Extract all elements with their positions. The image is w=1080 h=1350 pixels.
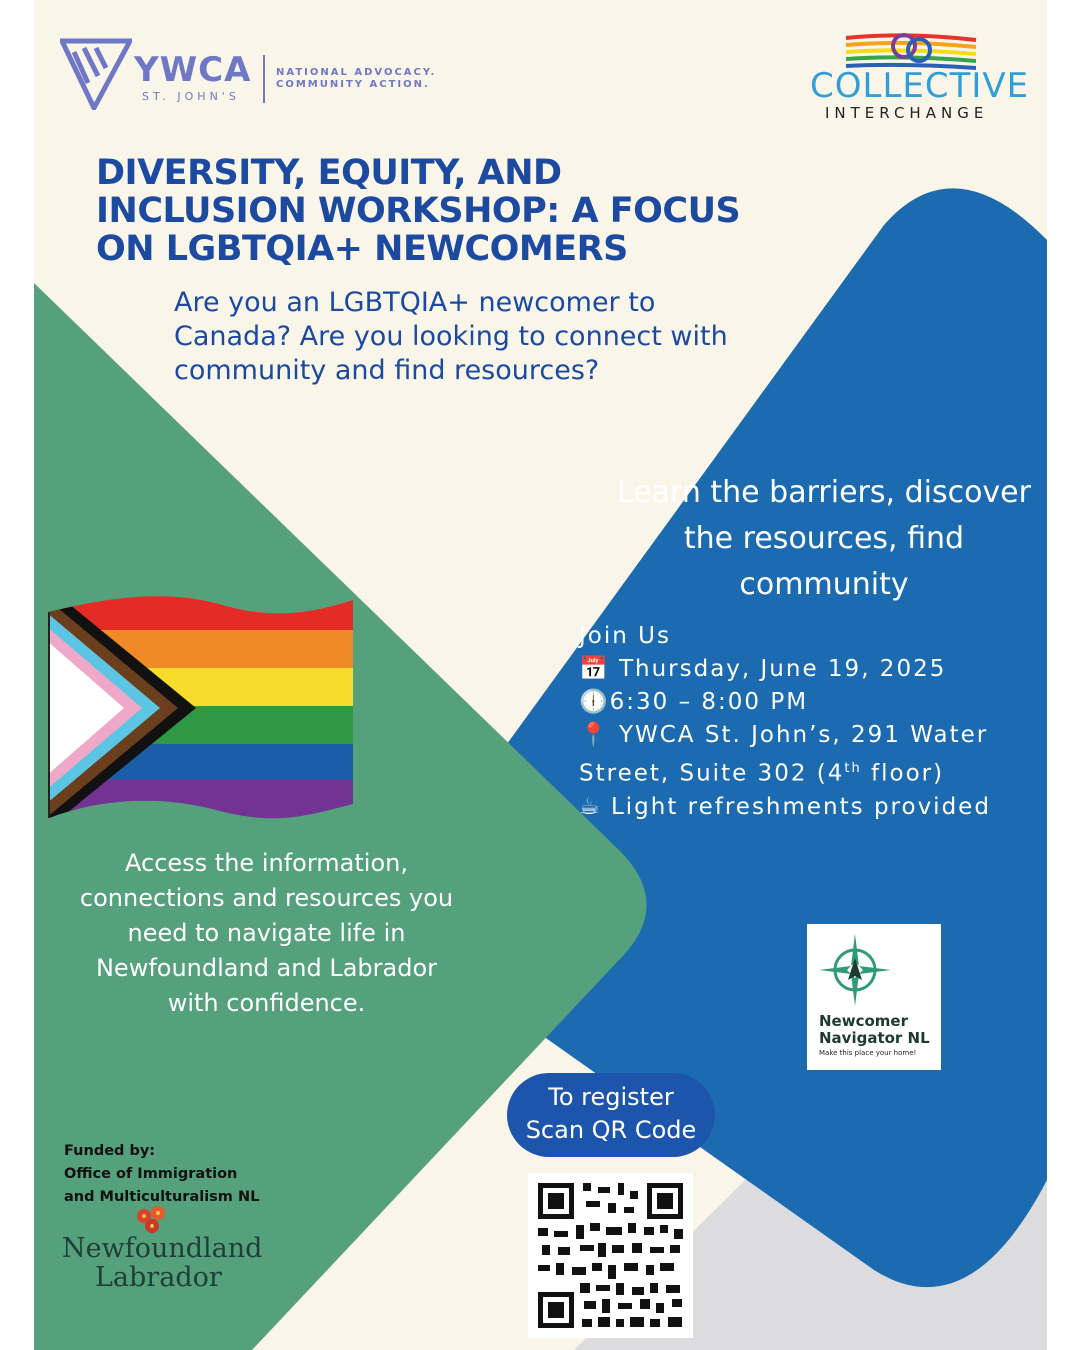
pitcher-plant-icon: [134, 1204, 170, 1236]
nl-logo-line1: Newfoundland: [62, 1233, 263, 1264]
funded-line2: and Multiculturalism NL: [64, 1189, 260, 1205]
event-time-row: [579, 686, 1039, 719]
tagline: Learn the barriers, discover the resources, find community: [617, 475, 1031, 602]
event-date-row: [579, 653, 1039, 686]
pride-flag-icon: [46, 590, 356, 825]
register-badge: [507, 1073, 715, 1157]
ywca-tagline-1: NATIONAL ADVOCACY.: [276, 67, 437, 78]
event-location-row2: [579, 752, 1039, 791]
qr-code[interactable]: [528, 1173, 693, 1338]
event-location-line1: YWCA St. John’s, 291 Water: [618, 722, 989, 748]
event-poster: [34, 0, 1047, 1350]
register-line2: Scan QR Code: [525, 1116, 697, 1144]
nl-government-logo: [62, 1234, 262, 1292]
calendar-icon: 📅: [579, 656, 610, 682]
collective-logo-line1: COLLECTIVE: [810, 66, 1030, 106]
funded-label: Funded by:: [64, 1143, 156, 1159]
coffee-icon: ☕: [579, 793, 602, 820]
ywca-tagline-2: COMMUNITY ACTION.: [276, 79, 430, 90]
ywca-logo-divider: [263, 55, 265, 103]
funded-line1: Office of Immigration: [64, 1166, 238, 1182]
intro-question: Are you an LGBTQIA+ newcomer to Canada? Are you looking to connect with community and find resources?: [174, 287, 728, 386]
event-details: [579, 620, 1039, 824]
join-us-heading: Join Us: [579, 623, 671, 649]
event-time: 6:30 – 8:00 PM: [609, 689, 809, 715]
event-location-row: [579, 719, 1039, 752]
ywca-logo-name: YWCA: [134, 50, 252, 90]
ywca-logo-mark: [60, 38, 132, 110]
event-location-line2a: Street, Suite 302 (4: [579, 760, 845, 787]
navigator-line1: Newcomer: [819, 1012, 908, 1030]
event-location-sup: th: [844, 761, 862, 776]
compass-icon: [817, 932, 893, 1008]
pin-icon: 📍: [579, 722, 610, 748]
refreshments-text: Light refreshments provided: [610, 793, 991, 820]
refreshments-row: [579, 791, 1039, 824]
register-line1: To register: [548, 1083, 674, 1111]
access-info-text: Access the information, connections and resources you need to navigate life in Newfoundland and Labrador with confidence.: [79, 849, 454, 1017]
page-title: DIVERSITY, EQUITY, AND INCLUSION WORKSHOP: A FOCUS ON LGBTQIA+ NEWCOMERS: [96, 153, 741, 269]
event-date: Thursday, June 19, 2025: [618, 656, 947, 682]
event-location-line2b: floor): [861, 760, 945, 787]
navigator-tagline: Make this place your home!: [819, 1049, 917, 1057]
navigator-logo-text: [819, 1013, 930, 1047]
navigator-line2: Navigator NL: [819, 1029, 930, 1047]
ywca-logo-tagline: [276, 67, 436, 91]
funded-by: [64, 1140, 294, 1209]
qr-code-icon: [528, 1173, 693, 1338]
ywca-logo-city: ST. JOHN'S: [142, 90, 240, 103]
collective-logo-line2: INTERCHANGE: [825, 104, 989, 122]
clock-icon: 🕕: [579, 689, 610, 715]
nl-logo-line2: Labrador: [95, 1262, 222, 1293]
